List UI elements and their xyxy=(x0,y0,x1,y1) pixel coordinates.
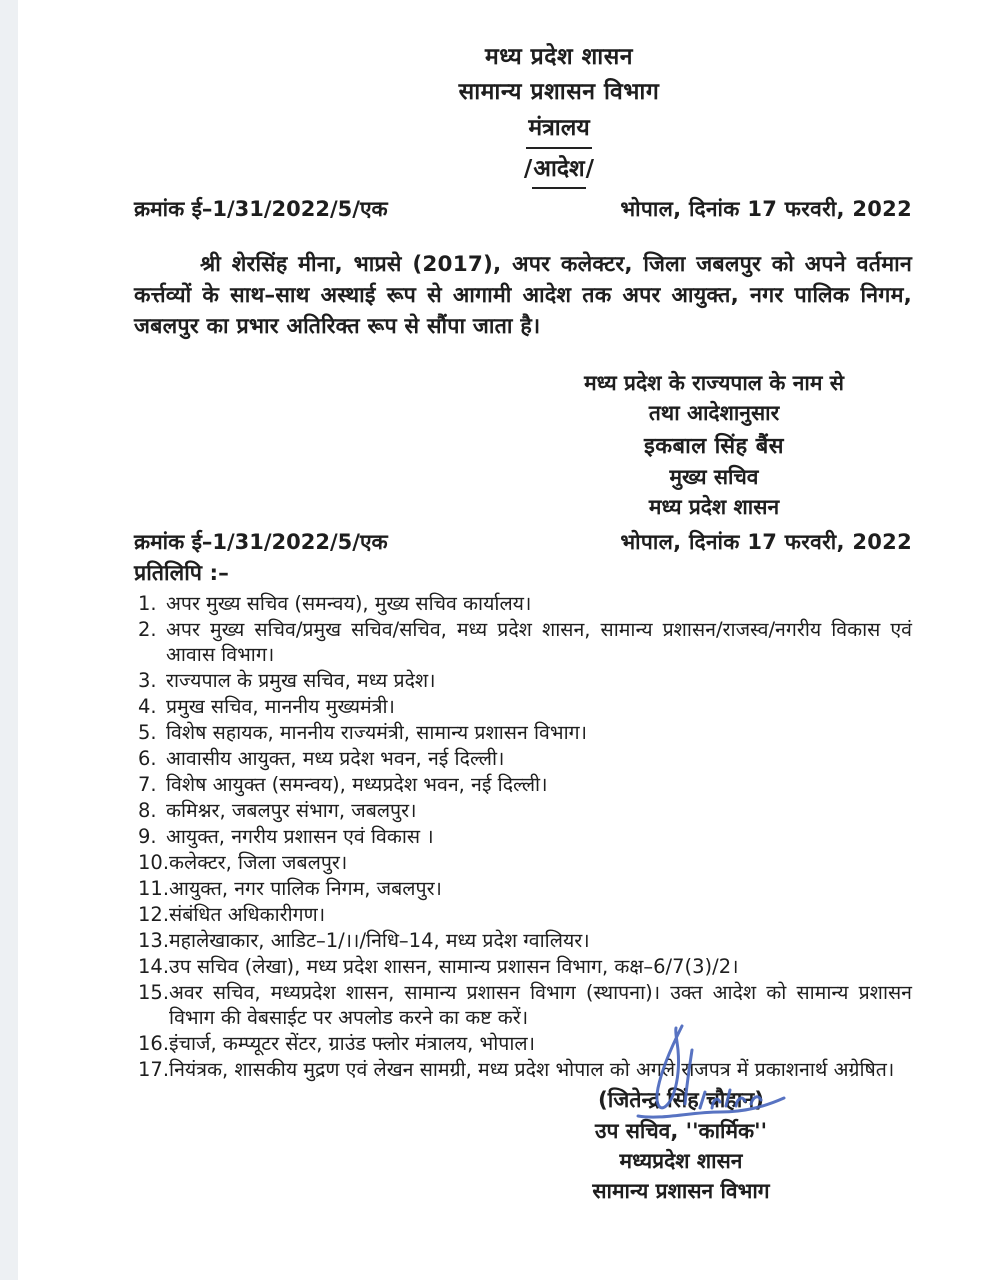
list-item xyxy=(134,928,912,953)
department-name: सामान्य प्रशासन विभाग xyxy=(458,78,660,105)
item-number: 9. xyxy=(138,825,157,848)
item-number: 13. xyxy=(138,929,170,952)
item-number: 10. xyxy=(138,851,170,874)
item-text: उप सचिव (लेखा), मध्य प्रदेश शासन, सामान्य प्रशासन विभाग, कक्ष–6/7(3)/2। xyxy=(169,955,739,978)
list-item xyxy=(134,798,912,823)
item-number: 4. xyxy=(138,695,157,718)
letterhead xyxy=(170,40,948,189)
authority-block xyxy=(534,368,894,522)
signatory-org1: मध्यप्रदेश शासन xyxy=(619,1149,743,1173)
list-item xyxy=(134,850,912,875)
order-body-paragraph: श्री शेरसिंह मीना, भाप्रसे (2017), अपर कलेक्टर, जिला जबलपुर को अपने वर्तमान कर्त्तव्यों के साथ–साथ अस्थाई रूप से आगामी आदेश तक अपर आयुक्त, नगर पालिक निगम, जबलपुर का प्रभार अतिरिक्त रूप से सौंपा जाता है। xyxy=(134,252,912,339)
item-number: 7. xyxy=(138,773,157,796)
reference-row-bottom xyxy=(134,528,912,556)
list-item xyxy=(134,617,912,667)
item-text: आयुक्त, नगरीय प्रशासन एवं विकास । xyxy=(166,825,434,848)
chief-secretary-title: मुख्य सचिव xyxy=(669,465,759,489)
chief-secretary-name: इकबाल सिंह बैंस xyxy=(644,434,784,459)
item-text: कलेक्टर, जिला जबलपुर। xyxy=(169,851,348,874)
item-number: 6. xyxy=(138,747,157,770)
item-number: 8. xyxy=(138,799,157,822)
item-number: 5. xyxy=(138,721,157,744)
order-label: आदेश xyxy=(532,152,585,190)
order-slash-close: / xyxy=(585,155,595,182)
item-text: प्रमुख सचिव, माननीय मुख्यमंत्री। xyxy=(166,695,395,718)
ministry-line xyxy=(170,109,948,149)
list-item xyxy=(134,591,912,616)
item-text: अपर मुख्य सचिव (समन्वय), मुख्य सचिव कार्यालय। xyxy=(166,592,532,615)
order-number-bottom: क्रमांक ई–1/31/2022/5/एक xyxy=(134,530,388,554)
item-text: महालेखाकार, आडिट–1/।।/निधि–14, मध्य प्रदेश ग्वालियर। xyxy=(169,929,590,952)
item-number: 11. xyxy=(138,877,170,900)
item-number: 3. xyxy=(138,669,157,692)
item-text: आवासीय आयुक्त, मध्य प्रदेश भवन, नई दिल्ली। xyxy=(166,747,505,770)
item-number: 1. xyxy=(138,592,157,615)
list-item xyxy=(134,1031,912,1056)
list-item xyxy=(134,746,912,771)
list-item xyxy=(134,824,912,849)
government-name: मध्य प्रदेश शासन xyxy=(484,44,634,70)
list-item xyxy=(134,980,912,1030)
item-number: 17. xyxy=(138,1058,170,1081)
item-number: 14. xyxy=(138,955,170,978)
signatory-title: उप सचिव, ''कार्मिक'' xyxy=(594,1119,768,1143)
item-number: 15. xyxy=(138,981,170,1004)
order-title xyxy=(170,152,948,190)
item-text: अवर सचिव, मध्यप्रदेश शासन, सामान्य प्रशासन विभाग (स्थापना)। उक्त आदेश को सामान्य प्रशासन विभाग की वेबसाईट पर अपलोड करने का कष्ट करें। xyxy=(169,981,912,1029)
item-text: इंचार्ज, कम्प्यूटर सेंटर, ग्राउंड फ्लोर मंत्रालय, भोपाल। xyxy=(169,1032,536,1055)
item-text: राज्यपाल के प्रमुख सचिव, मध्य प्रदेश। xyxy=(166,669,436,692)
order-number-top: क्रमांक ई–1/31/2022/5/एक xyxy=(134,197,388,221)
item-text: विशेष सहायक, माननीय राज्यमंत्री, सामान्य प्रशासन विभाग। xyxy=(166,721,588,744)
item-text: अपर मुख्य सचिव/प्रमुख सचिव/सचिव, मध्य प्रदेश शासन, सामान्य प्रशासन/राजस्व/नगरीय विकास एवं आवास विभाग। xyxy=(166,618,912,666)
place-date-top: भोपाल, दिनांक 17 फरवरी, 2022 xyxy=(620,197,912,221)
item-text: विशेष आयुक्त (समन्वय), मध्यप्रदेश भवन, नई दिल्ली। xyxy=(166,773,548,796)
list-item xyxy=(134,1057,912,1082)
item-text: कमिश्नर, जबलपुर संभाग, जबलपुर। xyxy=(166,799,417,822)
ministry-label: मंत्रालय xyxy=(526,111,591,149)
order-slash-open: / xyxy=(523,155,533,182)
list-item xyxy=(134,772,912,797)
signatory-org2: सामान्य प्रशासन विभाग xyxy=(592,1179,770,1203)
item-text: नियंत्रक, शासकीय मुद्रण एवं लेखन सामग्री, मध्य प्रदेश भोपाल को अगले राजपत्र में प्रकाशनार्थ अग्रेषित। xyxy=(169,1058,895,1081)
signatory-name: (जितेन्द्र सिंह चौहान) xyxy=(597,1088,765,1113)
item-number: 12. xyxy=(138,903,170,926)
as-ordered-line: तथा आदेशानुसार xyxy=(648,401,780,425)
item-text: आयुक्त, नगर पालिक निगम, जबलपुर। xyxy=(169,877,442,900)
list-item xyxy=(134,668,912,693)
copy-to-label: प्रतिलिपि :– xyxy=(134,561,229,586)
on-behalf-line: मध्य प्रदेश के राज्यपाल के नाम से xyxy=(584,371,844,395)
list-item xyxy=(134,954,912,979)
list-item xyxy=(134,902,912,927)
item-number: 2. xyxy=(138,618,157,641)
list-item xyxy=(134,694,912,719)
item-text: संबंधित अधिकारीगण। xyxy=(169,903,326,926)
item-number: 16. xyxy=(138,1032,170,1055)
signature-block xyxy=(516,1086,846,1206)
copy-to-list xyxy=(134,591,912,1082)
list-item xyxy=(134,876,912,901)
reference-row-top xyxy=(134,195,912,223)
list-item xyxy=(134,720,912,745)
place-date-bottom: भोपाल, दिनांक 17 फरवरी, 2022 xyxy=(620,530,912,554)
chief-secretary-org: मध्य प्रदेश शासन xyxy=(648,495,780,519)
